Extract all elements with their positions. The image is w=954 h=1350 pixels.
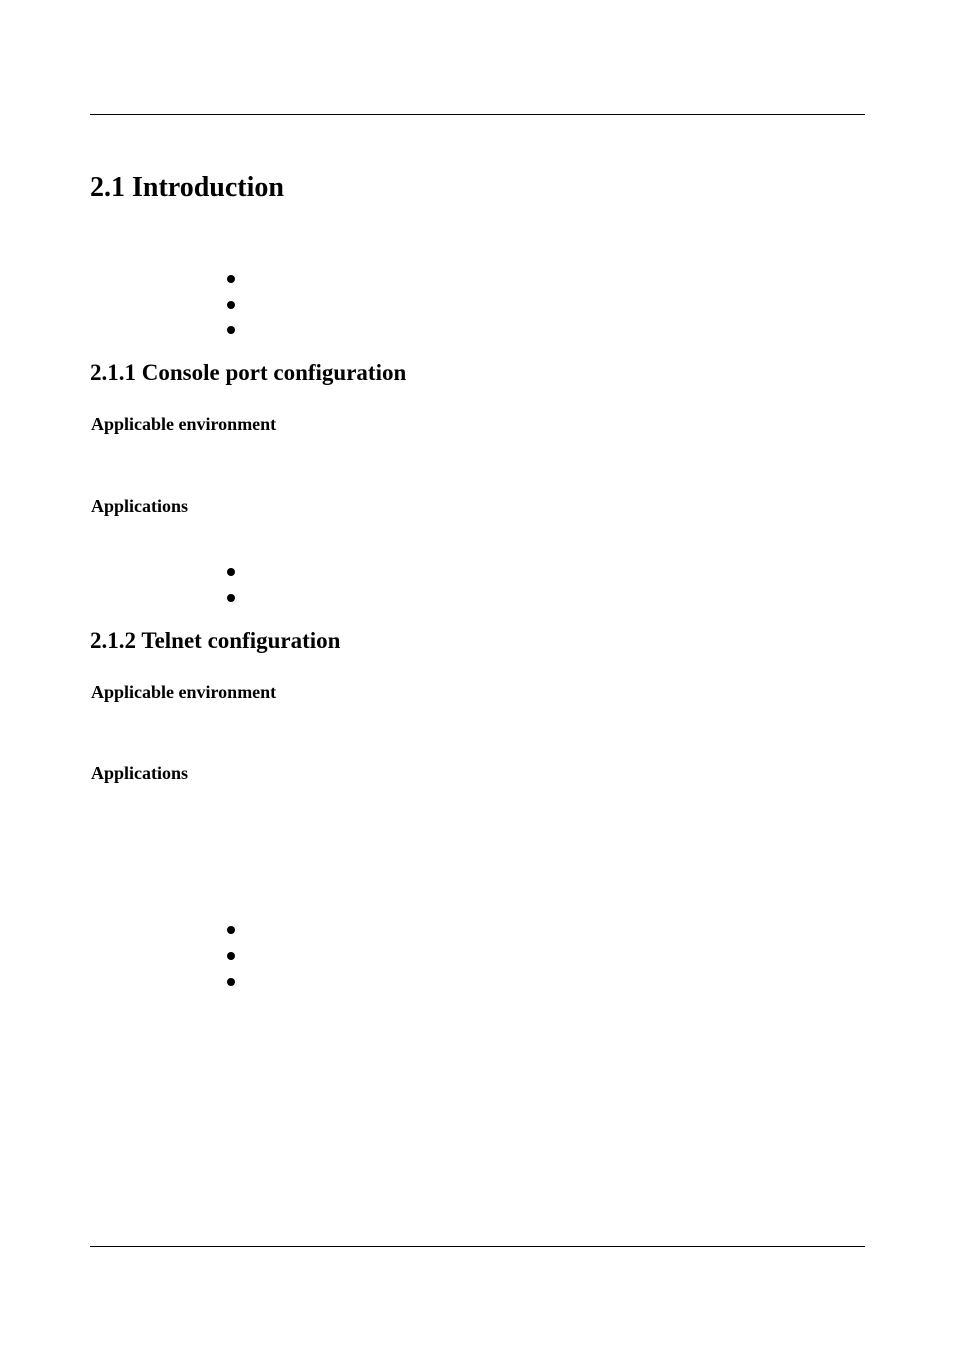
list-bullet	[227, 952, 235, 960]
console-applications-heading: Applications	[91, 496, 189, 516]
subsection-heading-console-port: 2.1.1 Console port configuration	[90, 360, 407, 385]
subsection-heading-telnet: 2.1.2 Telnet configuration	[90, 628, 341, 653]
header-rule	[90, 114, 865, 115]
list-bullet	[227, 568, 235, 576]
section-heading-introduction: 2.1 Introduction	[90, 172, 284, 203]
list-bullet	[227, 326, 235, 334]
footer-rule	[90, 1246, 865, 1247]
list-bullet	[227, 301, 235, 309]
list-bullet	[227, 978, 235, 986]
console-applicable-environment-heading: Applicable environment	[91, 414, 277, 434]
telnet-applications-heading: Applications	[91, 763, 189, 783]
list-bullet	[227, 926, 235, 934]
list-bullet	[227, 594, 235, 602]
telnet-applicable-environment-heading: Applicable environment	[91, 682, 277, 702]
list-bullet	[227, 275, 235, 283]
